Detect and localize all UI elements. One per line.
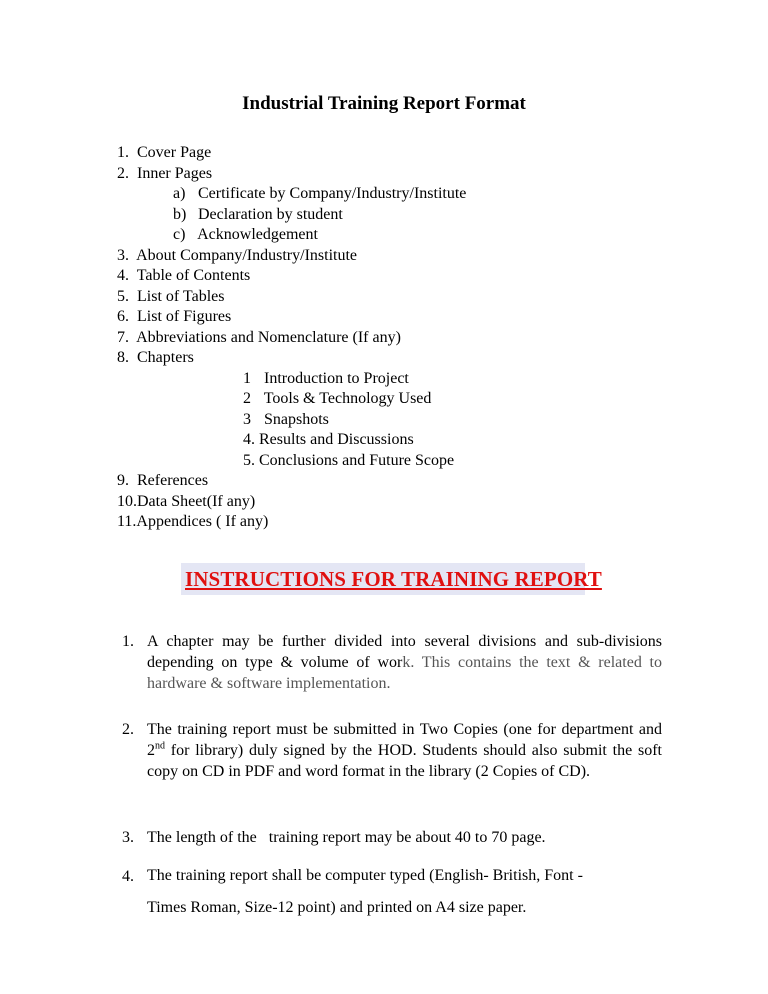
outline-subitem: a) Certificate by Company/Industry/Institute [173, 185, 467, 202]
outline-subitem: c) Acknowledgement [173, 226, 318, 243]
chapter-item: 2 Tools & Technology Used [243, 390, 432, 407]
outline-item: 11.Appendices ( If any) [117, 513, 269, 530]
outline-item: 4. Table of Contents [117, 267, 251, 284]
instruction-item: 2. The training report must be submitted in Two Copies (one for department and 2nd for library) duly signed by the HOD. Students should also submit the soft copy on CD in PDF and word format in the library (2 Copies of CD). [122, 721, 662, 780]
chapter-item: 3 Snapshots [243, 411, 329, 428]
outline-item: 1. Cover Page [117, 144, 212, 161]
outline-item: 7. Abbreviations and Nomenclature (If any) [117, 329, 401, 346]
outline-item: 8. Chapters [117, 349, 194, 366]
chapter-item: 4. Results and Discussions [243, 431, 414, 448]
outline-item: 9. References [117, 472, 209, 489]
instruction-item: 1. A chapter may be further divided into several divisions and sub-divisions depending on type & volume of work. This contains the text & related to hardware & software implementation. [122, 633, 663, 692]
outline-item: 5. List of Tables [117, 288, 225, 305]
outline-item: 10.Data Sheet(If any) [117, 493, 256, 510]
instructions-heading: INSTRUCTIONS FOR TRAINING REPORT [185, 567, 602, 591]
outline-subitem: b) Declaration by student [173, 206, 343, 223]
instruction-item: 4. The training report shall be computer typed (English- British, Font - Times Roman, Size-12 point) and printed on A4 size paper. [122, 867, 583, 916]
chapter-item: 5. Conclusions and Future Scope [243, 452, 455, 469]
instruction-item: 3. The length of the training report may be about 40 to 70 page. [122, 829, 546, 846]
outline-item: 2. Inner Pages [117, 165, 213, 182]
page-title: Industrial Training Report Format [242, 93, 526, 114]
outline-item: 6. List of Figures [117, 308, 232, 325]
chapter-item: 1 Introduction to Project [243, 370, 409, 387]
outline-item: 3. About Company/Industry/Institute [117, 247, 357, 264]
